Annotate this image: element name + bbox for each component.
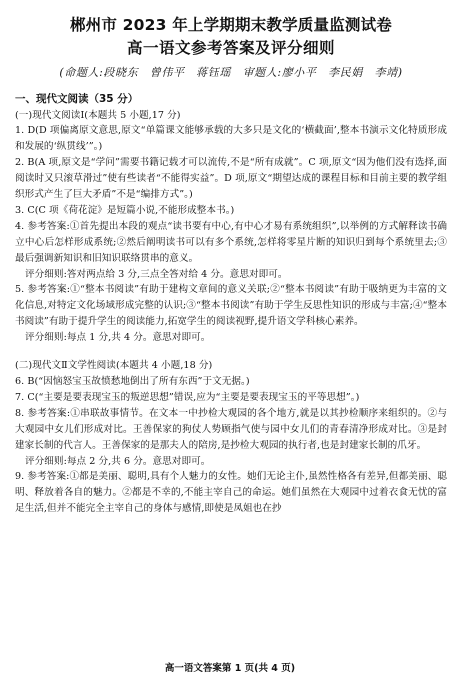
scoring-note-4: 评分细则:答对两点给 3 分,三点全答对给 4 分。意思对即可。 (25, 268, 288, 280)
scoring-note-5: 评分细则:每点 1 分,共 4 分。意思对即可。 (25, 332, 211, 344)
scoring-note-8: 评分细则:每点 2 分,共 6 分。意思对即可。 (25, 455, 211, 467)
subsection-heading-2: (二)现代文Ⅱ文学性阅读(本题共 4 小题,18 分) (15, 360, 213, 372)
answer-item-6: 6. B(“因恼怒宝玉故愤愁地倒出了所有东西”于文无据。) (15, 376, 250, 387)
section-heading: 一、现代文阅读（35 分） (15, 93, 139, 105)
document-title: 郴州市 2023 年上学期期末教学质量监测试卷 (69, 16, 393, 34)
authors-line: (命题人:段晓东 曾伟平 蒋钰瑶 审题人:廖小平 李民娟 李靖) (59, 66, 403, 79)
answer-item-2: 2. B(A 项,原文是“学问”需要书籍记载才可以流传,不是“所有成就”。C 项,原文“因为他们没有选择,面阅读时又只滚草滑过”使有些读者“不能得实益”。D 项,原文“期望达成的课程目标和目前主要的教学组织形式产生了巨大矛盾”不是“编排方式”。) (15, 157, 447, 201)
answer-item-9: 9. 参考答案:①都是美丽、聪明,具有个人魅力的女性。她们无论主仆,虽然性格各有差异,但都美丽、聪明、释放着各自的魅力。②都是不幸的,不能主宰自己的命运。她们虽然在大观园中过着衣食无忧的富足生活,但并不能完全主宰自己的身体与感情,即使是凤姐也在抄 (15, 471, 447, 515)
answer-item-4: 4. 参考答案:①首先提出本段的观点“读书要有中心,有中心才易有系统组织”,以举例的方式解释读书确立中心后怎样形成系统;②然后阐明读书可以有多个系统,怎样将零星片断的知识归到每个系统里去;③最后强调新知识和旧知识联络贯串的意义。 (15, 220, 447, 264)
page-footer: 高一语文答案第 1 页(共 4 页) (164, 663, 296, 674)
answer-item-3: 3. C(C 项《荷花淀》是短篇小说,不能形成整本书。) (15, 204, 235, 216)
answer-item-8: 8. 参考答案:①串联故事情节。在文本一中抄检大观园的各个地方,就是以其抄检顺序来组织的。②与大观园中女儿们形成对比。王善保家的狗仗人势顾指气使与园中女儿们的青春清净形成对比。③是封建家长制的代言人。王善保家的是那夫人的陪房,是抄检大观园的执行者,也是封建家长制的爪牙。 (15, 407, 447, 451)
answer-item-7: 7. C(“主要是要表现宝玉的叛逆思想”错误,应为“主要是要表现宝玉的平等思想”。) (15, 391, 360, 403)
answer-item-1: 1. D(D 项偏离原文意思,原文“单篇课文能够承载的大多只是文化的‘横截面’,整本书演示文化特质形成和发展的‘纵贯线’”。) (15, 125, 447, 153)
subsection-heading: (一)现代文阅读Ⅰ(本题共 5 小题,17 分) (15, 109, 181, 121)
answer-item-5: 5. 参考答案:①“整本书阅读”有助于建构文章间的意义关联;②“整本书阅读”有助于吸纳更为丰富的文化信息,对特定文化场域形成完整的认识;③“整本书阅读”有助于学生反思性知识的形成与丰富;④“整本书阅读”有助于提升学生的阅读能力,拓宽学生的阅读视野,提升语文学科核心素养。 (15, 284, 447, 328)
document-subtitle: 高一语文参考答案及评分细则 (126, 39, 335, 57)
